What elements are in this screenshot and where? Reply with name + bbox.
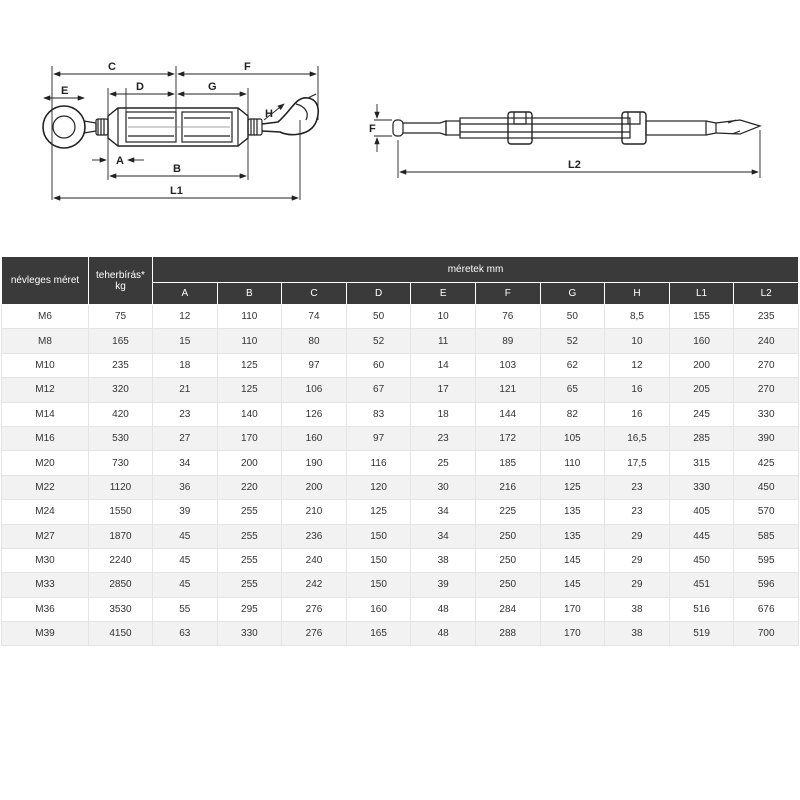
- dimension-cell: 276: [282, 597, 347, 621]
- dimension-cell: 700: [734, 622, 799, 646]
- dimension-cell: 288: [475, 622, 540, 646]
- load-cell: 75: [89, 305, 153, 329]
- table-row: [2, 329, 799, 353]
- dim-label-g: G: [208, 81, 217, 93]
- dimension-cell: 50: [346, 305, 411, 329]
- dimension-cell: 16: [605, 402, 670, 426]
- dimension-cell: 76: [475, 305, 540, 329]
- load-cell: 2240: [89, 548, 153, 572]
- dimension-cell: 150: [346, 573, 411, 597]
- load-cell: 420: [89, 402, 153, 426]
- dimension-cell: 450: [669, 548, 734, 572]
- dimension-cell: 23: [411, 426, 476, 450]
- dimension-cell: 172: [475, 426, 540, 450]
- dimension-cell: 48: [411, 622, 476, 646]
- dimension-cell: 676: [734, 597, 799, 621]
- dimension-cell: 315: [669, 451, 734, 475]
- dimension-cell: 144: [475, 402, 540, 426]
- dimension-cell: 125: [217, 378, 282, 402]
- load-cell: 4150: [89, 622, 153, 646]
- size-cell: M36: [2, 597, 89, 621]
- table-row: [2, 305, 799, 329]
- dimension-cell: 10: [411, 305, 476, 329]
- dimension-cell: 80: [282, 329, 347, 353]
- table-row: [2, 378, 799, 402]
- dimension-cell: 103: [475, 353, 540, 377]
- dimension-cell: 38: [605, 597, 670, 621]
- dimension-cell: 240: [734, 329, 799, 353]
- dimension-cell: 210: [282, 500, 347, 524]
- column-header-e: E: [411, 283, 476, 305]
- column-header-h: H: [605, 283, 670, 305]
- dimension-cell: 516: [669, 597, 734, 621]
- dim-label-f-side: F: [369, 123, 376, 135]
- size-cell: M10: [2, 353, 89, 377]
- size-cell: M8: [2, 329, 89, 353]
- column-header-g: G: [540, 283, 605, 305]
- dimension-cell: 38: [411, 548, 476, 572]
- dimension-cell: 236: [282, 524, 347, 548]
- dimension-cell: 330: [217, 622, 282, 646]
- dimension-cell: 116: [346, 451, 411, 475]
- table-row: [2, 500, 799, 524]
- dimension-cell: 67: [346, 378, 411, 402]
- dimension-cell: 595: [734, 548, 799, 572]
- dimension-cell: 62: [540, 353, 605, 377]
- dimension-cell: 250: [475, 573, 540, 597]
- dimension-cell: 36: [153, 475, 218, 499]
- column-header-d: D: [346, 283, 411, 305]
- dimension-cell: 270: [734, 378, 799, 402]
- dimension-cell: 27: [153, 426, 218, 450]
- dimension-cell: 255: [217, 524, 282, 548]
- dimension-cell: 200: [669, 353, 734, 377]
- size-cell: M24: [2, 500, 89, 524]
- dimension-cell: 295: [217, 597, 282, 621]
- dimension-cell: 425: [734, 451, 799, 475]
- dim-label-e: E: [61, 85, 69, 97]
- dim-label-c: C: [108, 61, 116, 73]
- table-row: [2, 597, 799, 621]
- table-row: [2, 622, 799, 646]
- dimension-cell: 29: [605, 524, 670, 548]
- dimension-cell: 250: [475, 548, 540, 572]
- dimension-cell: 570: [734, 500, 799, 524]
- dimension-cell: 170: [540, 597, 605, 621]
- dimension-cell: 285: [669, 426, 734, 450]
- dimension-cell: 160: [282, 426, 347, 450]
- table-row: [2, 402, 799, 426]
- dimension-cell: 38: [605, 622, 670, 646]
- dimension-cell: 450: [734, 475, 799, 499]
- dimension-cell: 150: [346, 524, 411, 548]
- dimension-cell: 45: [153, 573, 218, 597]
- header-load-capacity: [89, 257, 153, 305]
- dimension-cell: 125: [217, 353, 282, 377]
- dimension-cell: 65: [540, 378, 605, 402]
- dim-label-f: F: [244, 61, 251, 73]
- eye-hook-turnbuckle-view: [43, 94, 318, 148]
- size-cell: M20: [2, 451, 89, 475]
- dimension-cell: 52: [346, 329, 411, 353]
- dimension-cell: 83: [346, 402, 411, 426]
- dimension-cell: 10: [605, 329, 670, 353]
- dimension-cell: 160: [669, 329, 734, 353]
- dimension-cell: 145: [540, 548, 605, 572]
- dimension-cell: 220: [217, 475, 282, 499]
- size-cell: M33: [2, 573, 89, 597]
- dimension-cell: 23: [605, 500, 670, 524]
- dimension-cell: 29: [605, 548, 670, 572]
- dimension-cell: 405: [669, 500, 734, 524]
- dimension-cell: 190: [282, 451, 347, 475]
- dimension-cell: 15: [153, 329, 218, 353]
- table-row: [2, 451, 799, 475]
- dimension-cell: 125: [346, 500, 411, 524]
- table-row: [2, 548, 799, 572]
- dimension-cell: 330: [734, 402, 799, 426]
- header-load-label: teherbírás*: [96, 269, 145, 281]
- dimension-cell: 155: [669, 305, 734, 329]
- dimension-cell: 8,5: [605, 305, 670, 329]
- dimension-cell: 255: [217, 500, 282, 524]
- dimension-cell: 45: [153, 524, 218, 548]
- dimension-cell: 17,5: [605, 451, 670, 475]
- dim-label-b: B: [173, 163, 181, 175]
- dim-label-l1: L1: [170, 185, 183, 197]
- dimension-cell: 235: [734, 305, 799, 329]
- dimension-table: [1, 256, 799, 646]
- dimension-cell: 140: [217, 402, 282, 426]
- size-cell: M16: [2, 426, 89, 450]
- dim-label-l2: L2: [568, 159, 581, 171]
- dimension-cell: 225: [475, 500, 540, 524]
- dimension-cell: 106: [282, 378, 347, 402]
- load-cell: 1550: [89, 500, 153, 524]
- dimension-cell: 18: [411, 402, 476, 426]
- column-header-l2: L2: [734, 283, 799, 305]
- size-cell: M27: [2, 524, 89, 548]
- dimension-cell: 126: [282, 402, 347, 426]
- dimension-cell: 82: [540, 402, 605, 426]
- column-header-c: C: [282, 283, 347, 305]
- dimension-cell: 120: [346, 475, 411, 499]
- right-dimension-lines: [374, 104, 760, 178]
- side-view: [393, 112, 760, 144]
- dimension-cell: 110: [217, 305, 282, 329]
- dimension-cell: 48: [411, 597, 476, 621]
- dimension-cell: 255: [217, 573, 282, 597]
- dimension-cell: 170: [217, 426, 282, 450]
- dimension-cell: 11: [411, 329, 476, 353]
- load-cell: 530: [89, 426, 153, 450]
- table-row: [2, 475, 799, 499]
- dimension-cell: 160: [346, 597, 411, 621]
- eye-end: [43, 106, 85, 148]
- size-cell: M39: [2, 622, 89, 646]
- dimension-cell: 585: [734, 524, 799, 548]
- dimension-cell: 97: [346, 426, 411, 450]
- dimension-cell: 200: [217, 451, 282, 475]
- column-header-f: F: [475, 283, 540, 305]
- size-cell: M12: [2, 378, 89, 402]
- table-row: [2, 426, 799, 450]
- dimension-cell: 110: [217, 329, 282, 353]
- dimension-cell: 34: [153, 451, 218, 475]
- dimension-cell: 242: [282, 573, 347, 597]
- dimension-cell: 165: [346, 622, 411, 646]
- dimension-cell: 216: [475, 475, 540, 499]
- dimension-cell: 25: [411, 451, 476, 475]
- dimension-cell: 150: [346, 548, 411, 572]
- dimension-cell: 34: [411, 500, 476, 524]
- dimension-cell: 21: [153, 378, 218, 402]
- dimension-cell: 39: [411, 573, 476, 597]
- dimension-cell: 125: [540, 475, 605, 499]
- dimension-cell: 30: [411, 475, 476, 499]
- dimension-cell: 519: [669, 622, 734, 646]
- dimension-cell: 276: [282, 622, 347, 646]
- dimension-cell: 596: [734, 573, 799, 597]
- dimension-cell: 105: [540, 426, 605, 450]
- dimension-cell: 110: [540, 451, 605, 475]
- dimension-cell: 60: [346, 353, 411, 377]
- dimension-cell: 185: [475, 451, 540, 475]
- dimension-cell: 16: [605, 378, 670, 402]
- column-header-a: A: [153, 283, 218, 305]
- dimension-cell: 390: [734, 426, 799, 450]
- dimension-cell: 145: [540, 573, 605, 597]
- dimension-cell: 255: [217, 548, 282, 572]
- dimension-cell: 14: [411, 353, 476, 377]
- size-cell: M22: [2, 475, 89, 499]
- dimension-cell: 55: [153, 597, 218, 621]
- load-cell: 165: [89, 329, 153, 353]
- load-cell: 235: [89, 353, 153, 377]
- dimension-cell: 16,5: [605, 426, 670, 450]
- load-cell: 1870: [89, 524, 153, 548]
- dimension-cell: 52: [540, 329, 605, 353]
- header-load-unit: kg: [115, 280, 126, 292]
- table-row: [2, 353, 799, 377]
- dimension-cell: 18: [153, 353, 218, 377]
- dimension-cell: 74: [282, 305, 347, 329]
- dimension-cell: 205: [669, 378, 734, 402]
- dimension-cell: 121: [475, 378, 540, 402]
- dimension-cell: 240: [282, 548, 347, 572]
- dimension-cell: 39: [153, 500, 218, 524]
- dimension-cell: 29: [605, 573, 670, 597]
- size-cell: M30: [2, 548, 89, 572]
- load-cell: 730: [89, 451, 153, 475]
- dim-label-d: D: [136, 81, 144, 93]
- turnbuckle-technical-drawing: [0, 0, 800, 240]
- column-header-l1: L1: [669, 283, 734, 305]
- dimension-cell: 12: [605, 353, 670, 377]
- table-row: [2, 524, 799, 548]
- dimension-cell: 23: [605, 475, 670, 499]
- column-header-b: B: [217, 283, 282, 305]
- header-nominal-size: névleges méret: [2, 257, 89, 305]
- load-cell: 3530: [89, 597, 153, 621]
- header-dimensions: méretek mm: [153, 257, 799, 283]
- dimension-cell: 89: [475, 329, 540, 353]
- dimension-cell: 12: [153, 305, 218, 329]
- dim-label-a: A: [116, 155, 124, 167]
- load-cell: 1120: [89, 475, 153, 499]
- dimension-cell: 451: [669, 573, 734, 597]
- dimension-cell: 270: [734, 353, 799, 377]
- dimension-cell: 445: [669, 524, 734, 548]
- load-cell: 2850: [89, 573, 153, 597]
- dimension-cell: 34: [411, 524, 476, 548]
- dimension-cell: 245: [669, 402, 734, 426]
- dimension-cell: 170: [540, 622, 605, 646]
- dimension-cell: 63: [153, 622, 218, 646]
- table-row: [2, 573, 799, 597]
- size-cell: M14: [2, 402, 89, 426]
- dimension-cell: 200: [282, 475, 347, 499]
- dimension-cell: 135: [540, 500, 605, 524]
- load-cell: 320: [89, 378, 153, 402]
- dimension-cell: 50: [540, 305, 605, 329]
- dimension-cell: 250: [475, 524, 540, 548]
- size-cell: M6: [2, 305, 89, 329]
- dimension-cell: 23: [153, 402, 218, 426]
- dimension-cell: 17: [411, 378, 476, 402]
- dimension-cell: 97: [282, 353, 347, 377]
- dimension-cell: 330: [669, 475, 734, 499]
- dim-label-h: H: [265, 108, 273, 120]
- dimension-cell: 45: [153, 548, 218, 572]
- dimension-cell: 284: [475, 597, 540, 621]
- dimension-cell: 135: [540, 524, 605, 548]
